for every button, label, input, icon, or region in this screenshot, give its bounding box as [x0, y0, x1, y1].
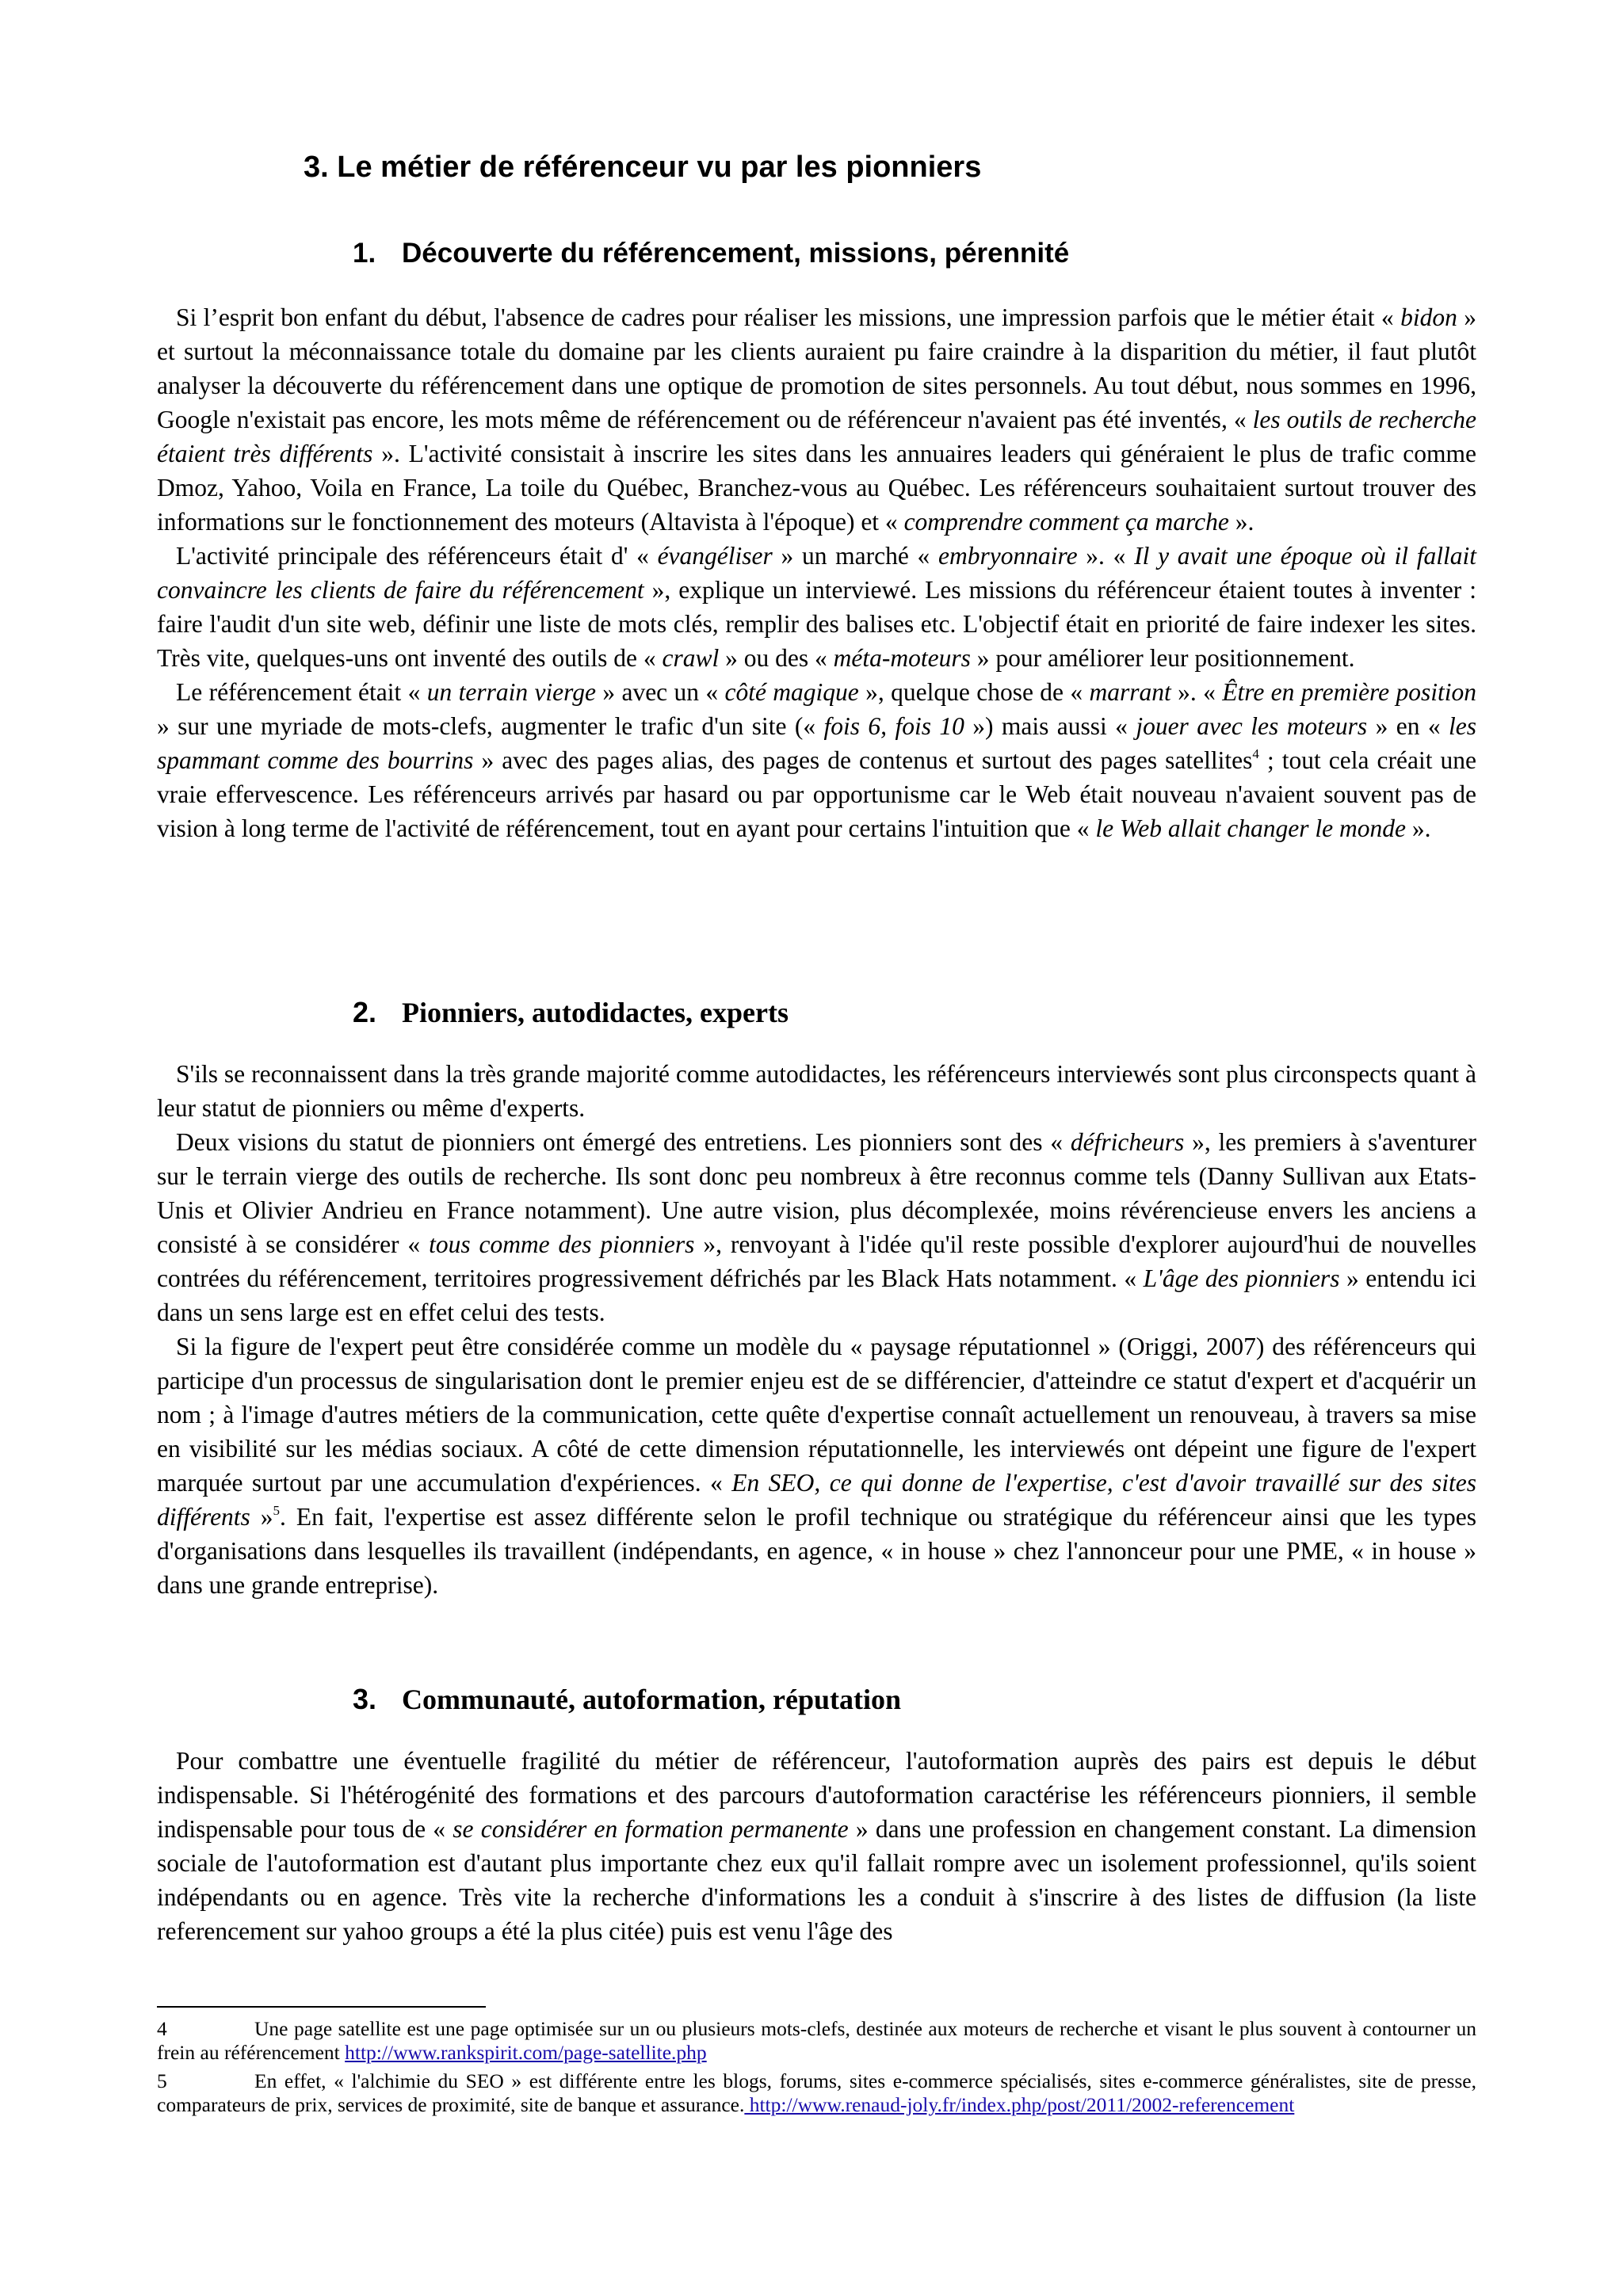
text-run: », renvoyant à l'idée qu'il reste possible d'explorer aujourd'hui de nouvelles contrées du référencement, territoires progressivement défrichés par les Black Hats notamment. «: [157, 1230, 1476, 1292]
text-run: ». «: [1170, 678, 1223, 706]
text-run: ».: [1405, 814, 1431, 842]
footnote-link[interactable]: http://www.rankspirit.com/page-satellite.php: [345, 2041, 707, 2064]
section-body-2: [157, 1057, 1476, 1602]
text-run: », quelque chose de «: [858, 678, 1090, 706]
text-run: »: [250, 1503, 273, 1531]
footnotes: [157, 2017, 1476, 2122]
footnote-ref: 5: [273, 1503, 281, 1518]
footnote-text: En effet, « l'alchimie du SEO » est différente entre les blogs, forums, sites e-commerce spécialisés, sites e-commerce généralistes, site de presse, comparateurs de prix, services de proximité, site de banque et assurance.: [157, 2069, 1476, 2116]
section-heading-3: [353, 1683, 901, 1716]
quote-text: côté magique: [724, 678, 859, 706]
quote-text: embryonnaire: [938, 542, 1078, 570]
quote-text: marrant: [1089, 678, 1171, 706]
footnote-number: 5: [157, 2069, 167, 2092]
quote-text: Il y avait une époque où il fallait convaincre les clients de faire du référencement: [157, 542, 1477, 604]
text-run: » et surtout la méconnaissance totale du domaine par les clients auraient pu faire craindre à la disparition du métier, il faut plutôt analyser la découverte du référencement dans une optique de promotion de sites personnels. Au tout début, nous sommes en 1996, Google n'existait pas encore, les mots même de référencement ou de référenceur n'avaient pas été inventés, «: [157, 303, 1477, 433]
footnote-separator: [157, 2006, 486, 2008]
footnote-5: [157, 2069, 1476, 2117]
text-run: L'activité principale des référenceurs était d' «: [176, 542, 658, 570]
text-run: » en «: [1367, 712, 1449, 740]
text-run: » avec des pages alias, des pages de contenus et surtout des pages satellites: [473, 746, 1253, 774]
text-run: », explique un interviewé. Les missions du référenceur étaient toutes à inventer : faire l'audit d'un site web, définir une liste de mots clés, remplir des balises etc. L'objectif était en priorité de faire indexer les sites. Très vite, quelques-uns ont inventé des outils de «: [157, 576, 1476, 672]
quote-text: défricheurs: [1070, 1128, 1185, 1156]
footnote-number: 4: [157, 2017, 167, 2040]
paragraph: [157, 1125, 1476, 1329]
footnote-text: Une page satellite est une page optimisée sur un ou plusieurs mots-clefs, destinée aux moteurs de recherche et visant le plus souvent à contourner un frein au référencement: [157, 2017, 1476, 2064]
text-run: Si l’esprit bon enfant du début, l'absence de cadres pour réaliser les missions, une impression parfois que le métier était «: [176, 303, 1401, 331]
quote-text: L'âge des pionniers: [1143, 1264, 1340, 1292]
paragraph: [157, 1744, 1476, 1948]
text-run: ») mais aussi «: [964, 712, 1136, 740]
quote-text: comprendre comment ça marche: [903, 508, 1229, 536]
footnote-4: [157, 2017, 1476, 2065]
quote-text: méta-moteurs: [833, 644, 971, 672]
section-body-3: [157, 1744, 1476, 1948]
quote-text: les spammant comme des bourrins: [157, 712, 1476, 774]
text-run: ».: [1228, 508, 1254, 536]
text-run: S'ils se reconnaissent dans la très grande majorité comme autodidactes, les référenceurs interviewés sont plus circonspects quant à leur statut de pionniers ou même d'experts.: [157, 1060, 1476, 1122]
section-title: Communauté, autoformation, réputation: [402, 1684, 901, 1715]
paragraph: [157, 1057, 1476, 1125]
quote-text: Être en première position: [1222, 678, 1476, 706]
paragraph: [157, 300, 1476, 539]
section-number: 1.: [353, 238, 376, 269]
quote-text: En SEO, ce qui donne de l'expertise, c'est d'avoir travaillé sur des sites différents: [157, 1469, 1476, 1531]
section-heading-1: [353, 238, 1069, 269]
section-title: Pionniers, autodidactes, experts: [402, 997, 789, 1028]
text-run: » pour améliorer leur positionnement.: [970, 644, 1355, 672]
text-run: » un marché «: [772, 542, 939, 570]
footnote-link[interactable]: http://www.renaud-joly.fr/index.php/post/2011/2002-referencement: [744, 2093, 1295, 2116]
footnote-ref: 4: [1252, 746, 1259, 761]
section-title: Découverte du référencement, missions, pérennité: [402, 238, 1070, 269]
text-run: » avec un «: [596, 678, 725, 706]
text-run: Pour combattre une éventuelle fragilité du métier de référenceur, l'autoformation auprès des pairs est depuis le début indispensable. Si l'hétérogénité des formations et des parcours d'autoformation caractérise les référenceurs pionniers, il semble indispensable pour tous de «: [157, 1747, 1476, 1843]
section-number: 3.: [353, 1683, 377, 1715]
paragraph: [157, 539, 1476, 675]
text-run: Le référencement était «: [176, 678, 427, 706]
quote-text: évangéliser: [657, 542, 773, 570]
quote-text: tous comme des pionniers: [429, 1230, 695, 1258]
quote-text: se considérer en formation permanente: [453, 1815, 849, 1843]
section-body-1: [157, 300, 1476, 845]
paragraph: [157, 1329, 1476, 1602]
quote-text: fois 6, fois 10: [823, 712, 964, 740]
section-heading-2: [353, 996, 789, 1029]
text-run: Si la figure de l'expert peut être considérée comme un modèle du « paysage réputationnel » (Origgi, 2007) des référenceurs qui participe d'un processus de singularisation dont le premier enjeu est de se différencier, d'atteindre ce statut d'expert et d'acquérir un nom ; à l'image d'autres métiers de la communication, cette quête d'expertise connaît actuellement un renouveau, à travers sa mise en visibilité sur les médias sociaux. A côté de cette dimension réputationnelle, les interviewés ont dépeint une figure de l'expert marquée surtout par une accumulation d'expériences. «: [157, 1333, 1476, 1497]
quote-text: les outils de recherche étaient très différents: [157, 406, 1477, 467]
text-run: », les premiers à s'aventurer sur le terrain vierge des outils de recherche. Ils sont donc peu nombreux à être reconnus comme tels (Danny Sullivan aux Etats-Unis et Olivier Andrieu en France notamment). Une autre vision, plus décomplexée, moins révérencieuse envers les anciens a consisté à se considérer «: [157, 1128, 1476, 1258]
text-run: » entendu ici dans un sens large est en effet celui des tests.: [157, 1264, 1476, 1326]
text-run: ; tout cela créait une vraie effervescence. Les référenceurs arrivés par hasard ou par opportunisme car le Web était nouveau n'avaient souvent pas de vision à long terme de l'activité de référencement, tout en ayant pour certains l'intuition que «: [157, 746, 1476, 842]
quote-text: le Web allait changer le monde: [1095, 814, 1406, 842]
text-run: ». L'activité consistait à inscrire les sites dans les annuaires leaders qui généraient le plus de trafic comme Dmoz, Yahoo, Voila en France, La toile du Québec, Branchez-vous au Québec. Les référenceurs souhaitaient surtout trouver des informations sur le fonctionnement des moteurs (Altavista à l'époque) et «: [157, 440, 1476, 536]
text-run: ». «: [1077, 542, 1135, 570]
text-run: » dans une profession en changement constant. La dimension sociale de l'autoformation est d'autant plus importante chez eux qu'il fallait rompre avec un isolement professionnel, qu'ils soient indépendants ou en agence. Très vite la recherche d'informations les a conduit à s'inscrire à des listes de diffusion (la liste referencement sur yahoo groups a été la plus citée) puis est venu l'âge des: [157, 1815, 1476, 1945]
text-run: . En fait, l'expertise est assez différente selon le profil technique ou stratégique du référenceur ainsi que les types d'organisations dans lesquelles ils travaillent (indépendants, en agence, « in house » chez l'annonceur pour une PME, « in house » dans une grande entreprise).: [157, 1503, 1476, 1599]
quote-text: crawl: [662, 644, 720, 672]
quote-text: bidon: [1400, 303, 1457, 331]
section-number: 2.: [353, 996, 377, 1028]
text-run: Deux visions du statut de pionniers ont émergé des entretiens. Les pionniers sont des «: [176, 1128, 1071, 1156]
text-run: » ou des «: [719, 644, 834, 672]
quote-text: un terrain vierge: [426, 678, 596, 706]
paragraph: [157, 675, 1476, 845]
quote-text: jouer avec les moteurs: [1136, 712, 1368, 740]
text-run: » sur une myriade de mots-clefs, augmenter le trafic d'un site («: [157, 712, 824, 740]
chapter-heading: 3. Le métier de référenceur vu par les pionniers: [304, 151, 982, 184]
